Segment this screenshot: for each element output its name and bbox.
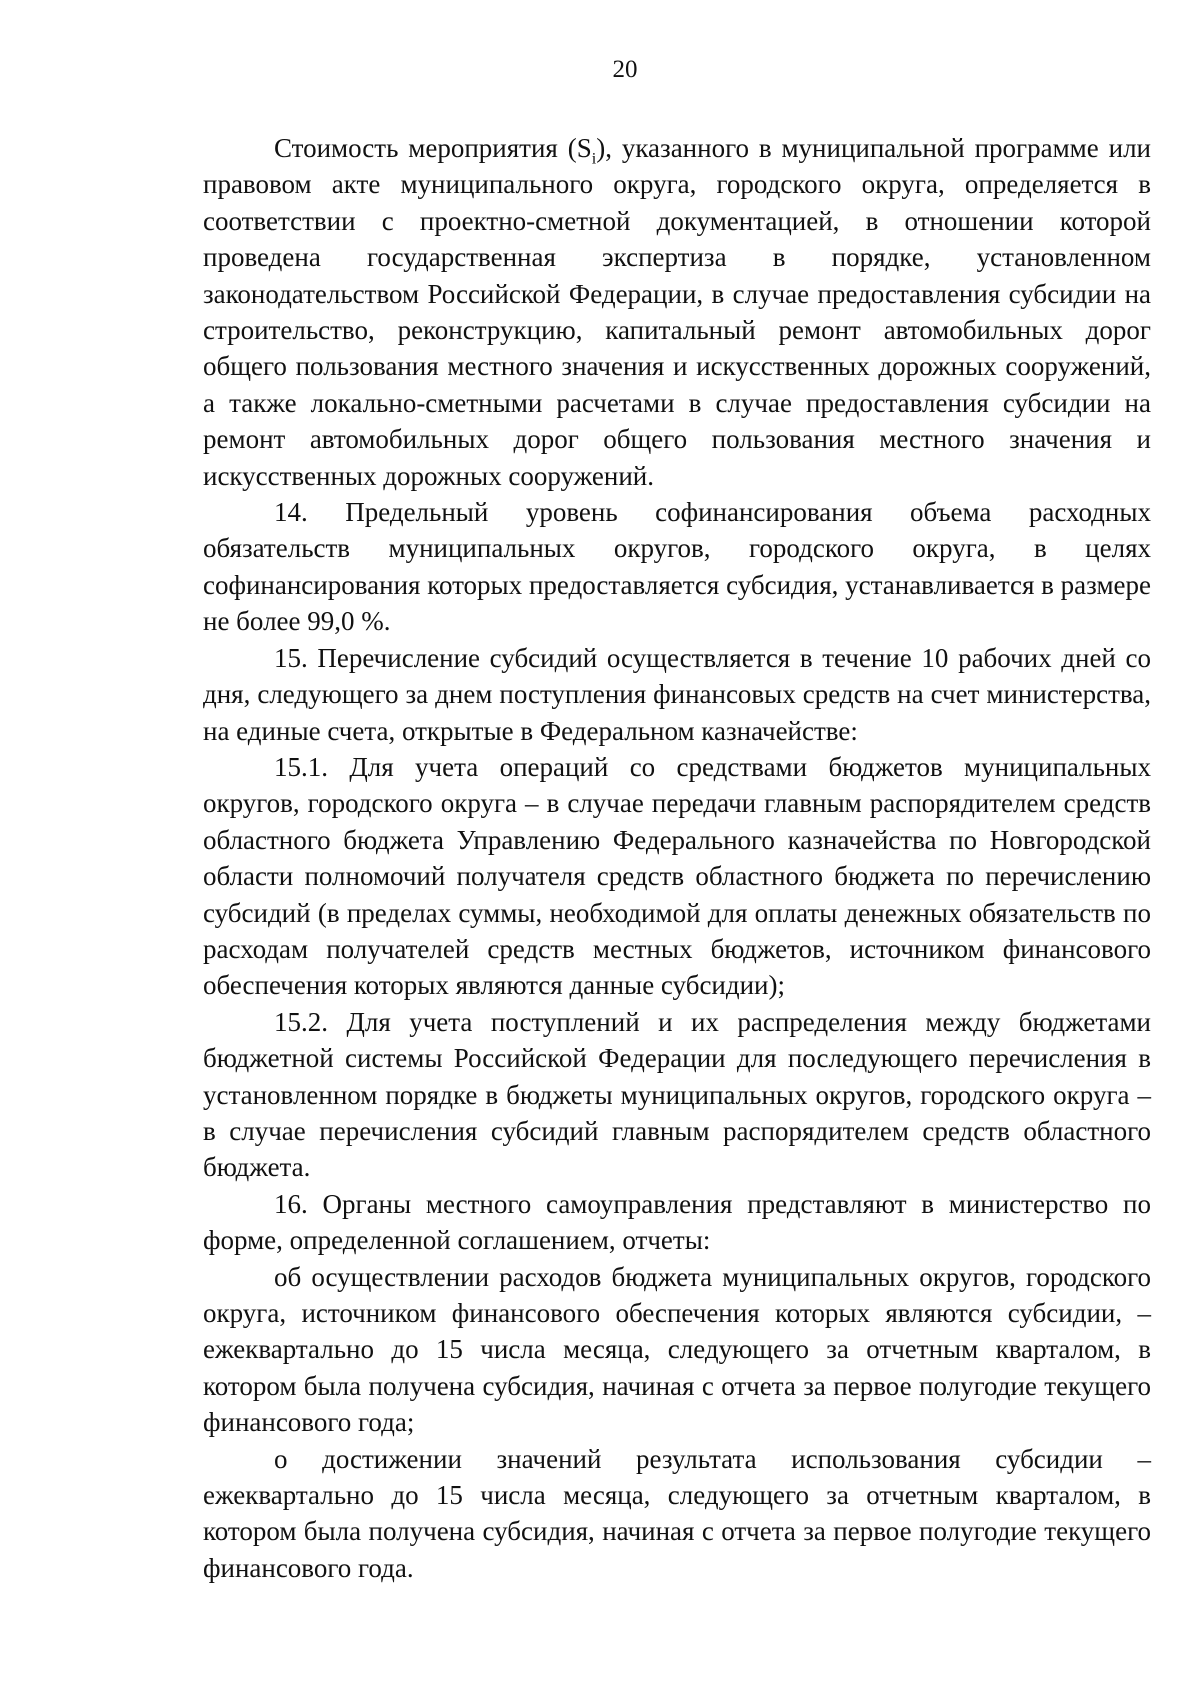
paragraph-16: 16. Органы местного самоуправления представляют в министерство по форме, определенной соглашением, отчеты:: [203, 1188, 1151, 1256]
paragraph-16-expenses-report: об осуществлении расходов бюджета муниципальных округов, городского округа, источником финансового обеспечения которых являются субсидии, – ежеквартально до 15 числа месяца, следующего за отчетным кварталом, в котором была получена субсидия, начиная с отчета за первое полугодие текущего финансового года;: [203, 1261, 1151, 1438]
paragraph-14: 14. Предельный уровень софинансирования объема расходных обязательств муниципальных округов, городского округа, в целях софинансирования которых предоставляется субсидия, устанавливается в размере не более 99,0 %.: [203, 497, 1151, 637]
page-number: 20: [612, 56, 638, 83]
paragraph-text-start: Стоимость мероприятия (S: [274, 133, 592, 163]
document-body: [203, 130, 1151, 1586]
paragraph-16-results-report: о достижении значений результата использования субсидии – ежеквартально до 15 числа месяца, следующего за отчетным кварталом, в котором была получена субсидия, начиная с отчета за первое полугодие текущего финансового года.: [203, 1443, 1151, 1583]
paragraph-15-2: 15.2. Для учета поступлений и их распределения между бюджетами бюджетной системы Российской Федерации для последующего перечисления в установленном порядке в бюджеты муниципальных округов, городского округа – в случае перечисления субсидий главным распорядителем средств областного бюджета.: [203, 1006, 1151, 1183]
paragraph-15: 15. Перечисление субсидий осуществляется в течение 10 рабочих дней со дня, следующего за днем поступления финансовых средств на счет министерства, на единые счета, открытые в Федеральном казначействе:: [203, 642, 1151, 746]
paragraph-text: ), указанного в муниципальной программе или правовом акте муниципального округа, городского округа, определяется в соответствии с проектно-сметной документацией, в отношении которой проведена государственная экспертиза в порядке, установленном законодательством Российской Федерации, в случае предоставления субсидии на строительство, реконструкцию, капитальный ремонт автомобильных дорог общего пользования местного значения и искусственных дорожных сооружений, а также локально-сметными расчетами в случае предоставления субсидии на ремонт автомобильных дорог общего пользования местного значения и искусственных дорожных сооружений.: [203, 133, 1151, 491]
paragraph-cost-of-measure: [203, 130, 1151, 494]
paragraph-15-1: 15.1. Для учета операций со средствами бюджетов муниципальных округов, городского округа – в случае передачи главным распорядителем средств областного бюджета Управлению Федерального казначейства по Новгородской области полномочий получателя средств областного бюджета по перечислению субсидий (в пределах суммы, необходимой для оплаты денежных обязательств по расходам получателей средств местных бюджетов, источником финансового обеспечения которых являются данные субсидии);: [203, 751, 1151, 1001]
subscript-index: i: [591, 149, 597, 168]
